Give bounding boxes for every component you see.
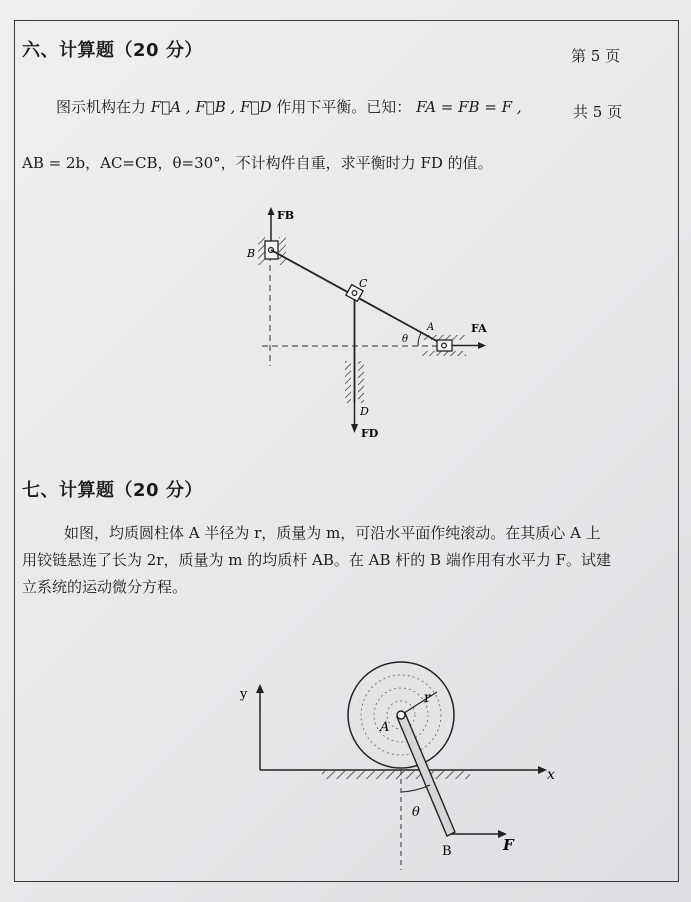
page-total: 共 5 页 [573,103,623,121]
label-f: F [503,836,514,854]
label-theta-2: θ [412,805,420,820]
section7-line2: 用铰链悬连了长为 2r，质量为 m 的均质杆 AB。在 AB 杆的 B 端作用有水平力 F。试建 [22,551,611,569]
slider-a-block [437,340,452,351]
slider-b-guide-left [258,237,265,265]
label-b-2: B [442,844,452,859]
hinge-a [397,711,405,719]
label-y: y [240,687,248,702]
section6-line2: AB = 2b，AC=CB，θ=30°，不计构件自重，求平衡时力 FD 的值。 [22,154,493,172]
label-r: r [424,690,431,706]
line1-prefix: 图示机构在力 [56,98,147,116]
label-fa: FA [471,322,487,335]
label-a-2: A [380,720,390,735]
label-x: x [547,767,555,783]
section7-line3: 立系统的运动微分方程。 [22,578,188,596]
guide-d-right [358,361,364,403]
label-d: D [360,405,369,418]
slider-b-guide-right [279,237,286,265]
page-current: 第 5 页 [571,47,621,65]
slider-a-guide-bottom [422,351,466,356]
guide-d-left [345,361,351,403]
label-fb: FB [277,209,295,222]
label-c: C [359,277,368,290]
label-theta-1: θ [402,334,409,345]
line1-mid: 作用下平衡。已知： [276,98,412,116]
label-a: A [427,322,435,333]
slider-a-guide-top [422,335,466,340]
section7-line1: 如图，均质圆柱体 A 半径为 r，质量为 m，可沿水平面作纯滚动。在其质心 A 上 [64,524,601,542]
section7-heading: 七、计算题（20 分） [22,480,203,501]
cylinder-figure [0,640,691,880]
line1-equation: FA = FB = F , [416,98,522,116]
label-b: B [247,247,256,260]
line1-forces: F⃗A , F⃗B , F⃗D [150,98,272,116]
section6-heading: 六、计算题（20 分） [22,40,203,61]
ground-hatch [322,771,470,779]
label-fd: FD [361,427,379,440]
